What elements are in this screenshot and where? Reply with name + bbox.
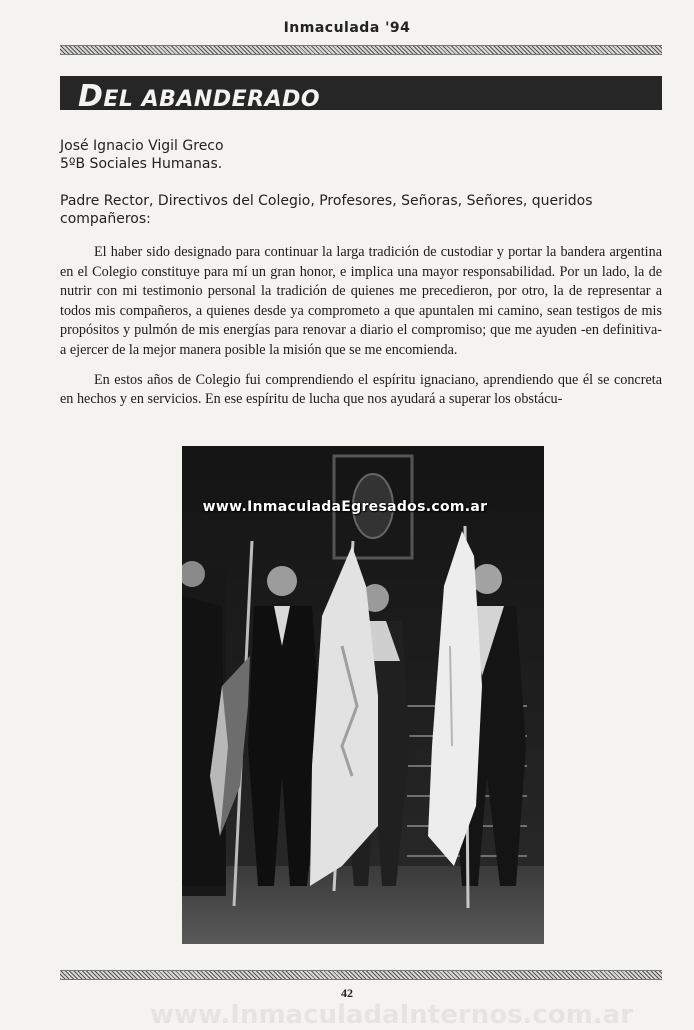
photo-illustration [182,446,544,944]
salutation: Padre Rector, Directivos del Colegio, Profesores, Señoras, Señores, queridos compañeros: [60,193,593,227]
body-paragraph: En estos años de Colegio fui comprendiendo el espíritu ignaciano, aprendiendo que él se concreta en hechos y en servicios. En ese espíritu de lucha que nos ayudará a superar los obstácu- [60,371,662,408]
section-banner [60,76,662,114]
site-watermark: www.InmaculadaEgresados.com.ar [202,499,488,515]
footer-rule [60,970,662,980]
running-header: Inmaculada '94 [283,20,411,36]
body-paragraph: El haber sido designado para continuar la larga tradición de custodiar y portar la bandera argentina en el Colegio constituye para mí un gran honor, e implica una mayor responsabilidad. Por un lado, la de nutrir con mi testimonio personal la tradición de quienes me precedieron, por otro, la de representar a todos mis compañeros, a quienes desde ya comprometo a que apuntalen mi camino, sean testigos de mis propósitos y pulmón de mis energías para renovar a diario el compromiso; que me ayuden -en definitiva- a ejercer de la mejor manera posible la misión que se me encomienda. [60,244,662,358]
ghost-watermark: www.InmaculadaInternos.com.ar [150,1000,634,1030]
article-body [60,243,662,420]
section-title-rest: EL ABANDERADO [103,87,321,112]
section-title-initial: D [78,79,104,114]
author-block [60,137,224,173]
header-rule [60,45,662,55]
page-number: 42 [341,986,353,1000]
flag-bearers-photo [182,446,544,944]
section-title [78,79,320,114]
author-course: 5ºB Sociales Humanas. [60,156,223,172]
author-name: José Ignacio Vigil Greco [60,138,224,154]
